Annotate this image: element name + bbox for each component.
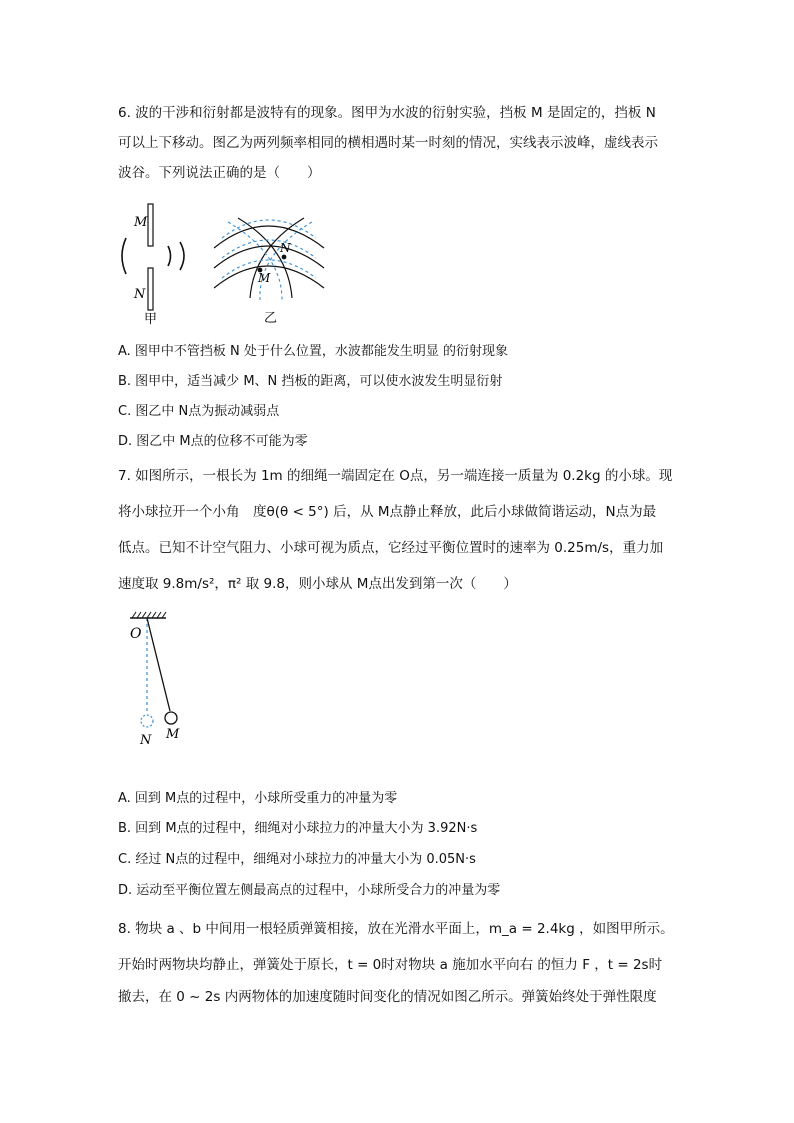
- q7-label-m: M: [166, 727, 180, 742]
- q7-option-d: D. 运动至平衡位置左侧最高点的过程中，小球所受合力的冲量为零: [118, 883, 501, 898]
- q6-label-m-point: M: [258, 271, 271, 285]
- q6-label-jia: 甲: [144, 312, 158, 327]
- q6-option-c: C. 图乙中 N点为振动减弱点: [118, 404, 280, 419]
- q6-stem-line-1: 6. 波的干涉和衍射都是波特有的现象。图甲为水波的衍射实验，挡板 M 是固定的，挡板 N: [118, 105, 656, 121]
- q7-stem-line-3: 低点。已知不计空气阻力、小球可视为质点，它经过平衡位置时的速率为 0.25m/s，重力加: [118, 540, 664, 556]
- q7-option-a: A. 回到 M点的过程中，小球所受重力的冲量为零: [118, 791, 398, 806]
- q8-stem-line-1: 8. 物块 a 、b 中间用一根轻质弹簧相接，放在光滑水平面上，m_a = 2.4kg ，如图甲所示。: [118, 921, 674, 937]
- q6-option-d: D. 图乙中 M点的位移不可能为零: [118, 434, 308, 449]
- q6-stem-line-3: 波谷。下列说法正确的是（ ）: [118, 165, 321, 181]
- q7-stem-line-1: 7. 如图所示，一根长为 1m 的细绳一端固定在 O点，另一端连接一质量为 0.2kg 的小球。现: [118, 468, 673, 484]
- q6-option-a: A. 图甲中不管挡板 N 处于什么位置，水波都能发生明显 的衍射现象: [118, 344, 509, 359]
- q8-stem-line-3: 撤去，在 0 ~ 2s 内两物体的加速度随时间变化的情况如图乙所示。弹簧始终处于弹性限度: [118, 989, 657, 1005]
- q7-stem-line-2: 将小球拉开一个小角 度θ(θ < 5°) 后，从 M点静止释放，此后小球做简谐运动，N点为最: [118, 504, 657, 520]
- q6-label-yi: 乙: [264, 311, 278, 326]
- q7-option-b: B. 回到 M点的过程中，细绳对小球拉力的冲量大小为 3.92N·s: [118, 821, 478, 836]
- q8-stem-line-2: 开始时两物块均静止，弹簧处于原长，t = 0时对物块 a 施加水平向右 的恒力 F ，t = 2s时: [118, 957, 663, 973]
- q7-option-c: C. 经过 N点的过程中，细绳对小球拉力的冲量大小为 0.05N·s: [118, 852, 476, 867]
- q6-figure-yi: [208, 208, 333, 326]
- q6-option-b: B. 图甲中，适当减少 M、N 挡板的距离，可以使水波发生明显衍射: [118, 374, 503, 389]
- q7-stem-line-4: 速度取 9.8m/s²，π² 取 9.8，则小球从 M点出发到第一次（ ）: [118, 576, 517, 592]
- q6-stem-line-2: 可以上下移动。图乙为两列频率相同的横相遇时某一时刻的情况，实线表示波峰，虚线表示: [118, 135, 658, 151]
- q7-pendulum-figure: [122, 610, 202, 750]
- q6-figure-jia: [110, 198, 210, 328]
- q6-label-m-barrier: M: [134, 215, 148, 230]
- q6-label-n-barrier: N: [134, 287, 146, 302]
- q7-label-o: O: [130, 626, 142, 642]
- q6-label-n-point: N: [280, 241, 291, 255]
- q7-label-n: N: [140, 733, 152, 748]
